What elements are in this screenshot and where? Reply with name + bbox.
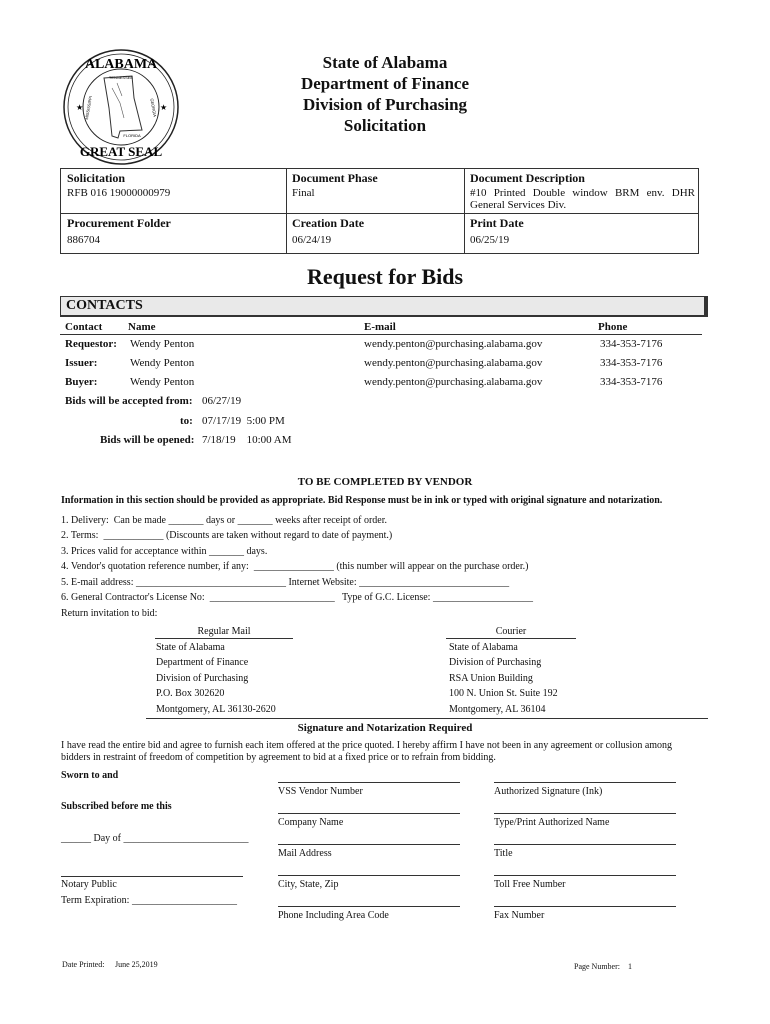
phase-value: Final xyxy=(292,187,315,199)
contact-name: Wendy Penton xyxy=(130,357,195,369)
title-line[interactable] xyxy=(494,844,676,845)
regular-mail-line: Division of Purchasing xyxy=(156,673,249,684)
subscribed-label: Subscribed before me this xyxy=(61,801,172,812)
contacts-section-label: CONTACTS xyxy=(66,298,143,313)
regular-mail-line: Montgomery, AL 36130-2620 xyxy=(156,704,276,715)
phone-line[interactable] xyxy=(278,906,460,907)
contact-role: Requestor: xyxy=(65,338,117,350)
courier-line: State of Alabama xyxy=(449,642,518,653)
header-department: Department of Finance xyxy=(300,74,470,93)
document-title: Request for Bids xyxy=(306,264,464,289)
contact-role: Buyer: xyxy=(65,376,98,388)
contact-email[interactable]: wendy.penton@purchasing.alabama.gov xyxy=(364,376,543,388)
regular-mail-title: Regular Mail xyxy=(197,626,251,637)
description-label: Document Description xyxy=(470,171,585,185)
sworn-label: Sworn to and xyxy=(61,770,119,781)
regular-mail-line: State of Alabama xyxy=(156,642,225,653)
date-printed-label: Date Printed: xyxy=(62,960,105,969)
procurement-folder-value: 886704 xyxy=(67,234,100,246)
fax-label: Fax Number xyxy=(494,910,545,921)
city-state-zip-label: City, State, Zip xyxy=(278,879,339,890)
vendor-section-heading: TO BE COMPLETED BY VENDOR xyxy=(297,476,473,488)
contact-col-header: Contact xyxy=(65,321,103,333)
contact-phone: 334-353-7176 xyxy=(600,357,663,369)
print-date-label: Print Date xyxy=(470,216,524,230)
city-state-zip-line[interactable] xyxy=(278,875,460,876)
regular-mail-line: P.O. Box 302620 xyxy=(156,688,225,699)
authorized-name-label: Type/Print Authorized Name xyxy=(494,817,610,828)
header-division: Division of Purchasing xyxy=(302,95,468,114)
toll-free-label: Toll Free Number xyxy=(494,879,566,890)
solicitation-info-box xyxy=(60,168,699,254)
contact-name: Wendy Penton xyxy=(130,338,195,350)
description-value: #10 Printed Double window BRM env. DHR General Services Div. xyxy=(470,187,695,211)
courier-line: RSA Union Building xyxy=(449,673,533,684)
contact-phone: 334-353-7176 xyxy=(600,338,663,350)
company-name-label: Company Name xyxy=(278,817,344,828)
vendor-item[interactable]: 3. Prices valid for acceptance within _______ days. xyxy=(61,546,268,557)
header-solicitation: Solicitation xyxy=(343,116,427,135)
page-number-value: 1 xyxy=(628,962,632,971)
day-of-field[interactable]: ______ Day of _________________________ xyxy=(61,833,249,844)
svg-text:★: ★ xyxy=(76,103,84,112)
vendor-item[interactable]: 2. Terms: ____________ (Discounts are taken without regard to date of payment.) xyxy=(61,530,393,541)
vendor-instructions: Information in this section should be provided as appropriate. Bid Response must be in ink or typed with original signature and notarization. xyxy=(61,495,663,506)
regular-mail-line: Department of Finance xyxy=(156,657,249,668)
contact-role: Issuer: xyxy=(65,357,98,369)
procurement-folder-label: Procurement Folder xyxy=(67,216,171,230)
mail-address-label: Mail Address xyxy=(278,848,332,859)
header-state: State of Alabama xyxy=(322,53,448,72)
solicitation-label: Solicitation xyxy=(67,171,126,185)
vss-vendor-number-label: VSS Vendor Number xyxy=(278,786,363,797)
contact-phone: 334-353-7176 xyxy=(600,376,663,388)
svg-text:★: ★ xyxy=(160,103,168,112)
contacts-section-bar xyxy=(60,296,708,317)
fax-line[interactable] xyxy=(494,906,676,907)
contacts-header-rule xyxy=(60,334,702,335)
title-label: Title xyxy=(494,848,513,859)
courier-line: Division of Purchasing xyxy=(449,657,542,668)
seal-bottom-text: GREAT SEAL xyxy=(79,144,163,159)
return-invitation-label: Return invitation to bid: xyxy=(61,608,158,619)
courier-line: Montgomery, AL 36104 xyxy=(449,704,546,715)
seal-state-mississippi: MISSISSIPPI xyxy=(83,95,94,120)
authorized-signature-line[interactable] xyxy=(494,782,676,783)
vss-vendor-number-line[interactable] xyxy=(278,782,460,783)
bids-accepted-label: Bids will be accepted from: xyxy=(65,395,193,407)
authorized-name-line[interactable] xyxy=(494,813,676,814)
term-expiration-field[interactable]: Term Expiration: _____________________ xyxy=(61,895,237,906)
phone-col-header: Phone xyxy=(598,321,628,333)
courier-title: Courier xyxy=(495,626,527,637)
bids-to-label: to: xyxy=(180,415,193,427)
signature-heading: Signature and Notarization Required xyxy=(297,722,473,734)
vendor-item[interactable]: 5. E-mail address: ______________________________ Internet Website: ______________________________ xyxy=(61,577,510,588)
print-date-value: 06/25/19 xyxy=(470,234,510,246)
creation-date-value: 06/24/19 xyxy=(292,234,332,246)
email-col-header: E-mail xyxy=(364,321,396,333)
contact-email[interactable]: wendy.penton@purchasing.alabama.gov xyxy=(364,357,543,369)
seal-state-georgia: GEORGIA xyxy=(149,98,158,118)
mail-address-line[interactable] xyxy=(278,844,460,845)
bids-opened-label: Bids will be opened: xyxy=(100,434,195,446)
vendor-item[interactable]: 1. Delivery: Can be made _______ days or _______ weeks after receipt of order. xyxy=(61,515,388,526)
seal-top-text: ALABAMA xyxy=(84,57,158,72)
vendor-item[interactable]: 6. General Contractor's License No: _________________________ Type of G.C. License: ____________________ xyxy=(61,592,533,603)
vendor-item[interactable]: 4. Vendor's quotation reference number, if any: ________________ (this number will appear on the purchase order.) xyxy=(61,561,529,572)
solicitation-value: RFB 016 19000000979 xyxy=(67,187,171,199)
bids-opened-value: 7/18/19 10:00 AM xyxy=(202,434,292,446)
bids-accepted-from: 06/27/19 xyxy=(202,395,242,407)
alabama-great-seal xyxy=(62,48,180,166)
date-printed-value: June 25,2019 xyxy=(115,960,158,969)
notary-public-label: Notary Public xyxy=(61,879,117,890)
document-header xyxy=(250,52,520,136)
courier-line: 100 N. Union St. Suite 192 xyxy=(449,688,558,699)
seal-state-tennessee: TENNESSEE xyxy=(108,75,134,80)
contact-email[interactable]: wendy.penton@purchasing.alabama.gov xyxy=(364,338,543,350)
toll-free-line[interactable] xyxy=(494,875,676,876)
authorized-signature-label: Authorized Signature (Ink) xyxy=(494,786,603,797)
company-name-line[interactable] xyxy=(278,813,460,814)
name-col-header: Name xyxy=(128,321,156,333)
signature-statement: I have read the entire bid and agree to furnish each item offered at the price quoted. I hereby affirm I have not been in any agreement or collusion among bidders in restraint of freedom of competition by agreement to bid at a fixed price or to refrain from bidding. xyxy=(61,740,673,763)
page-number-label: Page Number: xyxy=(574,962,620,971)
creation-date-label: Creation Date xyxy=(292,216,365,230)
contact-name: Wendy Penton xyxy=(130,376,195,388)
phase-label: Document Phase xyxy=(292,171,378,185)
bids-to-value: 07/17/19 5:00 PM xyxy=(202,415,285,427)
seal-state-florida: FLORIDA xyxy=(123,133,141,138)
phone-label: Phone Including Area Code xyxy=(278,910,389,921)
